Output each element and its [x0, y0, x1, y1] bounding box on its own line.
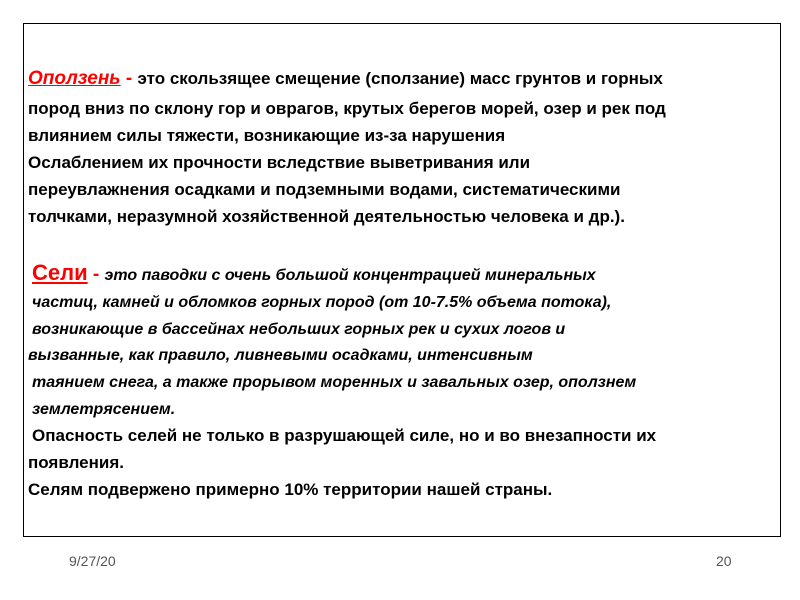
footer-date: 9/27/20	[69, 553, 116, 569]
opolzen-text-1: это скользящее смещение (сползание) масс грунтов и горных	[137, 69, 663, 88]
danger-line-2: появления.	[28, 453, 124, 472]
opolzen-line-2: пород вниз по склону гор и оврагов, крутых берегов морей, озер и рек под	[28, 99, 666, 118]
seli-line-3: возникающие в бассейнах небольших горных рек и сухих логов и	[32, 321, 566, 338]
seli-line-2: частиц, камней и обломков горных пород (от 10-7.5% объема потока),	[32, 294, 612, 311]
territory-line: Селям подвержено примерно 10% территории нашей страны.	[28, 480, 553, 499]
opolzen-line-5: переувлажнения осадками и подземными водами, систематическими	[28, 180, 621, 199]
opolzen-line-4: Ослаблением их прочности вследствие выветривания или	[28, 153, 531, 172]
seli-text-1: это паводки с очень большой концентрацией минеральных	[104, 267, 596, 284]
seli-line-4: вызванные, как правило, ливневыми осадками, интенсивным	[28, 347, 533, 364]
seli-dash: -	[87, 264, 105, 285]
seli-line-5: таянием снега, а также прорывом моренных и завальных озер, оползнем	[32, 374, 637, 391]
seli-line-6: землетрясением.	[32, 401, 176, 418]
footer-page-number: 20	[716, 553, 732, 569]
opolzen-line-3: влиянием силы тяжести, возникающие из-за нарушения	[28, 126, 506, 145]
opolzen-line-6: толчками, неразумной хозяйственной деятельностью человека и др.).	[28, 207, 625, 226]
seli-term: Сели	[32, 260, 88, 285]
opolzen-term: Оползень	[28, 68, 121, 89]
opolzen-dash: -	[120, 68, 138, 89]
danger-line-1: Опасность селей не только в разрушающей силе, но и во внезапности их	[32, 426, 657, 445]
opolzen-line-1	[28, 69, 663, 89]
seli-line-1	[32, 260, 596, 286]
